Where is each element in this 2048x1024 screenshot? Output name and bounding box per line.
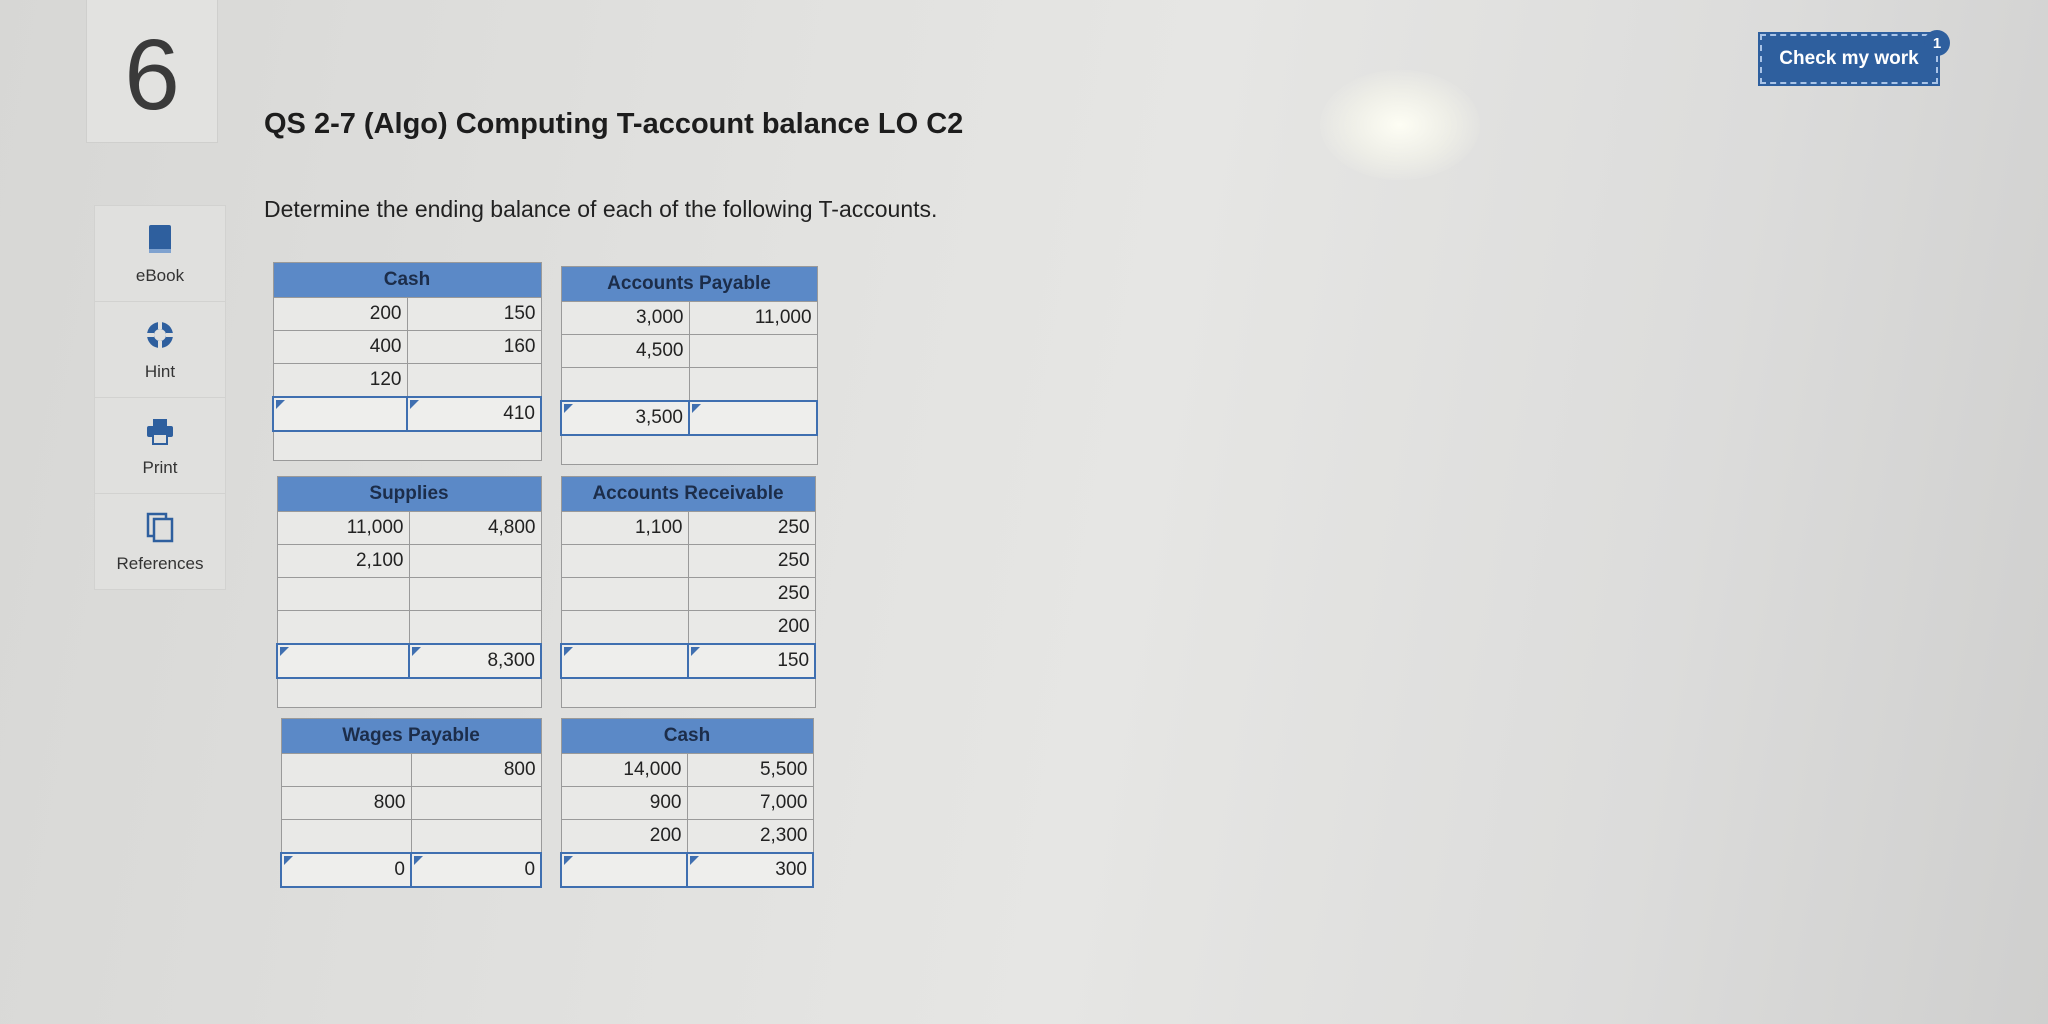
question-instruction: Determine the ending balance of each of the following T-accounts. xyxy=(264,196,938,222)
balance-row xyxy=(561,853,813,887)
debit-cell: 2,100 xyxy=(277,545,409,578)
table-row xyxy=(273,298,541,331)
balance-row xyxy=(277,644,541,678)
credit-balance-input[interactable] xyxy=(689,401,817,435)
debit-cell xyxy=(561,368,689,402)
t-account-accounts-payable xyxy=(560,266,818,465)
t-account-supplies xyxy=(276,476,542,708)
debit-cell: 200 xyxy=(273,298,407,331)
debit-cell: 120 xyxy=(273,364,407,398)
spacer-row xyxy=(273,431,541,461)
debit-cell: 3,000 xyxy=(561,302,689,335)
credit-cell xyxy=(407,364,541,398)
debit-balance-input[interactable]: 3,500 xyxy=(561,401,689,435)
debit-cell: 800 xyxy=(281,787,411,820)
t-account-accounts-receivable xyxy=(560,476,816,708)
t-account-title: Cash xyxy=(273,263,541,298)
question-number-box xyxy=(86,0,218,143)
table-row xyxy=(561,512,815,545)
documents-icon xyxy=(143,510,177,544)
credit-cell: 800 xyxy=(411,754,541,787)
balance-row xyxy=(561,644,815,678)
credit-cell: 250 xyxy=(688,512,815,545)
table-row xyxy=(561,335,817,368)
t-account-title: Supplies xyxy=(277,477,541,512)
balance-row xyxy=(281,853,541,887)
t-account-title: Cash xyxy=(561,719,813,754)
sidebar-item-label: References xyxy=(116,553,204,573)
debit-cell xyxy=(281,820,411,854)
table-row xyxy=(561,368,817,402)
credit-cell: 150 xyxy=(407,298,541,331)
t-account-title: Accounts Receivable xyxy=(561,477,815,512)
debit-cell: 11,000 xyxy=(277,512,409,545)
table-row xyxy=(277,512,541,545)
balance-row xyxy=(273,397,541,431)
credit-cell xyxy=(689,368,817,402)
table-row xyxy=(561,787,813,820)
t-account-title: Accounts Payable xyxy=(561,267,817,302)
table-row xyxy=(273,331,541,364)
table-row xyxy=(561,302,817,335)
sidebar-item-label: eBook xyxy=(135,265,185,285)
table-row xyxy=(281,754,541,787)
debit-cell xyxy=(281,754,411,787)
lifebuoy-icon xyxy=(143,318,177,352)
debit-cell xyxy=(561,545,688,578)
book-icon xyxy=(143,222,177,256)
credit-cell: 7,000 xyxy=(687,787,813,820)
debit-balance-input[interactable] xyxy=(273,397,407,431)
credit-balance-input[interactable]: 8,300 xyxy=(409,644,541,678)
credit-cell: 4,800 xyxy=(409,512,541,545)
debit-cell: 4,500 xyxy=(561,335,689,368)
spacer-row xyxy=(561,435,817,465)
t-account-cash-2 xyxy=(560,718,814,888)
table-row xyxy=(561,754,813,787)
credit-cell: 5,500 xyxy=(687,754,813,787)
debit-cell xyxy=(561,578,688,611)
question-number: 6 xyxy=(124,19,180,131)
debit-cell xyxy=(277,578,409,611)
check-my-work-button[interactable]: Check my work xyxy=(1760,34,1938,84)
debit-balance-input[interactable] xyxy=(561,853,687,887)
screen-glare xyxy=(1320,70,1480,180)
debit-balance-input[interactable] xyxy=(277,644,409,678)
debit-balance-input[interactable]: 0 xyxy=(281,853,411,887)
credit-balance-input[interactable]: 150 xyxy=(688,644,815,678)
table-row xyxy=(561,545,815,578)
credit-cell xyxy=(409,545,541,578)
credit-cell xyxy=(411,820,541,854)
credit-cell xyxy=(409,611,541,645)
debit-cell: 900 xyxy=(561,787,687,820)
debit-cell: 200 xyxy=(561,820,687,854)
table-row xyxy=(277,578,541,611)
credit-balance-input[interactable]: 300 xyxy=(687,853,813,887)
sidebar-item-hint[interactable] xyxy=(95,302,225,398)
table-row xyxy=(277,545,541,578)
check-count-badge: 1 xyxy=(1924,30,1950,56)
t-account-cash-1 xyxy=(272,262,542,461)
question-title: QS 2-7 (Algo) Computing T-account balance LO C2 xyxy=(264,108,964,140)
table-row xyxy=(561,611,815,645)
table-row xyxy=(281,820,541,854)
credit-cell: 11,000 xyxy=(689,302,817,335)
table-row xyxy=(281,787,541,820)
sidebar-item-label: Hint xyxy=(144,361,176,381)
t-account-title: Wages Payable xyxy=(281,719,541,754)
debit-cell: 1,100 xyxy=(561,512,688,545)
spacer-row xyxy=(561,678,815,708)
t-account-wages-payable xyxy=(280,718,542,888)
credit-cell xyxy=(411,787,541,820)
sidebar-item-ebook[interactable] xyxy=(95,206,225,302)
credit-cell: 200 xyxy=(688,611,815,645)
debit-cell xyxy=(277,611,409,645)
credit-cell: 250 xyxy=(688,545,815,578)
credit-cell xyxy=(409,578,541,611)
table-row xyxy=(277,611,541,645)
credit-cell: 250 xyxy=(688,578,815,611)
sidebar-item-references[interactable] xyxy=(95,494,225,589)
debit-balance-input[interactable] xyxy=(561,644,688,678)
credit-cell: 2,300 xyxy=(687,820,813,854)
table-row xyxy=(273,364,541,398)
credit-cell: 160 xyxy=(407,331,541,364)
credit-balance-input[interactable]: 0 xyxy=(411,853,541,887)
sidebar-item-print[interactable] xyxy=(95,398,225,494)
printer-icon xyxy=(143,414,177,448)
debit-cell xyxy=(561,611,688,645)
credit-cell xyxy=(689,335,817,368)
sidebar-item-label: Print xyxy=(142,457,178,477)
spacer-row xyxy=(277,678,541,708)
table-row xyxy=(561,820,813,854)
credit-balance-input[interactable]: 410 xyxy=(407,397,541,431)
table-row xyxy=(561,578,815,611)
balance-row xyxy=(561,401,817,435)
debit-cell: 400 xyxy=(273,331,407,364)
sidebar xyxy=(94,205,226,590)
debit-cell: 14,000 xyxy=(561,754,687,787)
